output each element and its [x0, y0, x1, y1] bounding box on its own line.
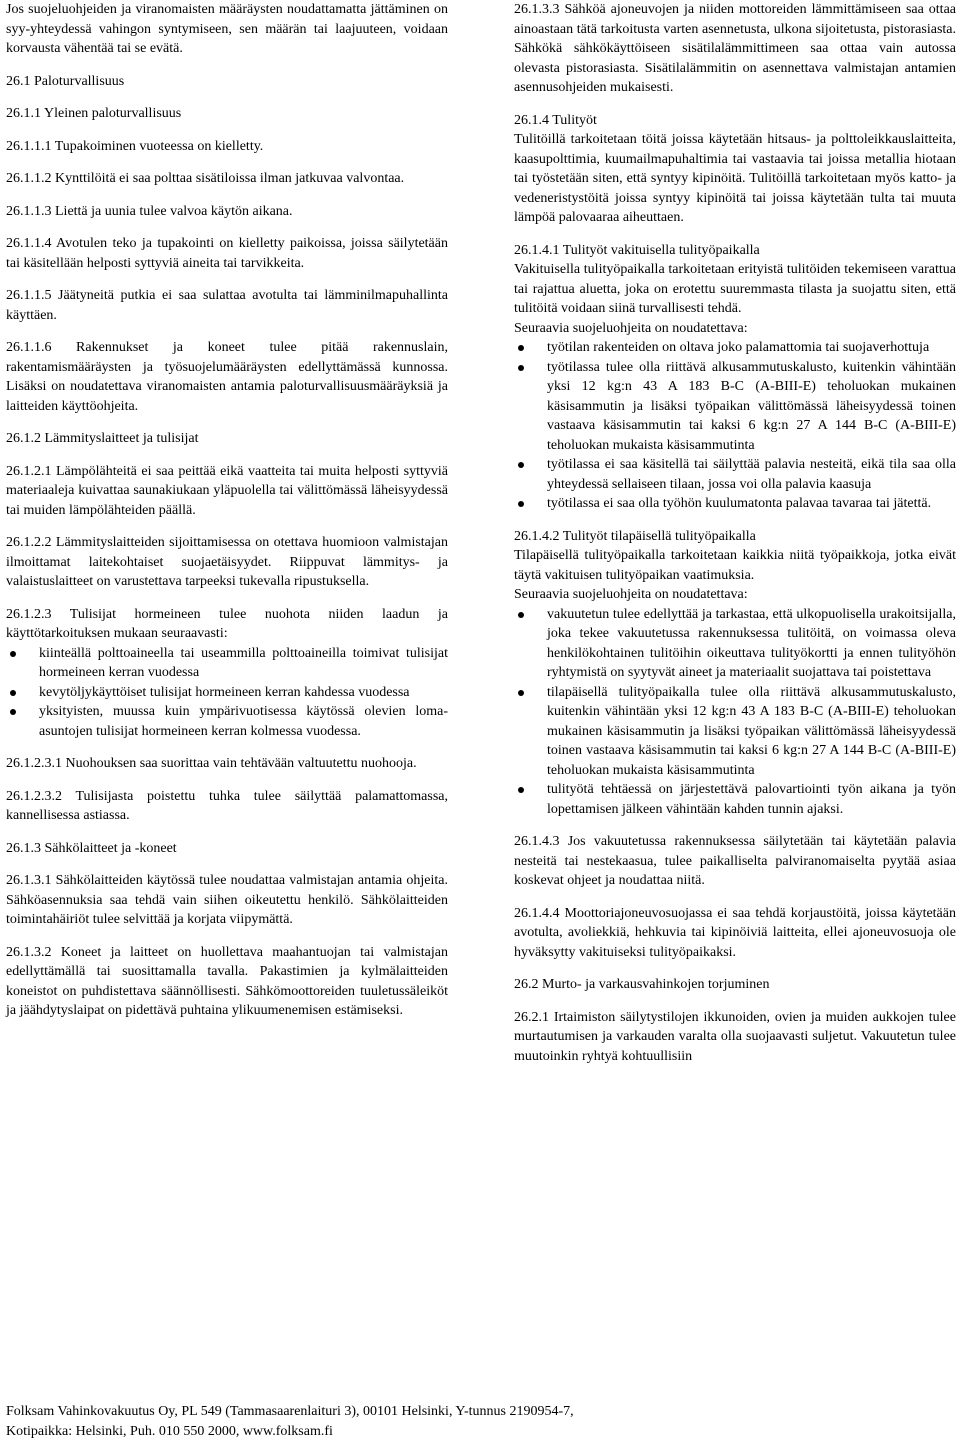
- paragraph-26-1-1-5: 26.1.1.5 Jäätyneitä putkia ei saa sulattaa avotulta tai lämminilmapuhallinta käyttäen.: [6, 288, 448, 323]
- paragraph-26-1-1-2: 26.1.1.2 Kynttilöitä ei saa polttaa sisätiloissa ilman jatkuvaa valvontaa.: [6, 171, 405, 186]
- paragraph-26-1-4: Tulitöillä tarkoitetaan töitä joissa käytetään hitsaus- ja polttoleikkauslaitteita, kaasupolttimia, kuumailmapuhaltimia tai vastaavia tai joissa metallia hiotaan tai työstetään siten, että syntyy kipinöitä. Tulitöillä tarkoitetaan myös katto- ja vedeneristystöitä joissa syntyy kipinöitä tai joissa käytetään tulta tai muuta lämpöä palovaaraa aiheuttaen.: [514, 132, 956, 225]
- bullet-list-chimney-sweeping: [6, 644, 448, 742]
- list-item: kiinteällä polttoaineella tai useammilla polttoaineilla toimivat tulisijat hormeineen kerran vuodessa: [6, 644, 448, 683]
- section-heading-26-1-2: 26.1.2 Lämmityslaitteet ja tulisijat: [6, 431, 199, 446]
- paragraph-26-1-1-4: 26.1.1.4 Avotulen teko ja tupakointi on kielletty paikoissa, joissa säilytetään tai käsitellään helposti syttyviä aineita tai tarvikkeita.: [6, 236, 448, 271]
- paragraph-26-1-1-3: 26.1.1.3 Liettä ja uunia tulee valvoa käytön aikana.: [6, 203, 293, 219]
- bullet-list-permanent-hot-work: [514, 338, 956, 514]
- page-footer: [6, 1402, 946, 1441]
- paragraph-26-1-2-2: 26.1.2.2 Lämmityslaitteiden sijoittamisessa on otettava huomioon valmistajan ilmoittamat laitekohtaiset suojaetäisyydet. Riippuvat lämmitys- ja valaistuslaitteet on varustettava tarpeeksi tukevalla ripustuksella.: [6, 535, 448, 589]
- footer-contact-line: Kotipaikka: Helsinki, Puh. 010 550 2000, www.folksam.fi: [6, 1423, 333, 1439]
- lead-in-26-1-4-2: Seuraavia suojeluohjeita on noudatettava:: [514, 587, 748, 602]
- intro-paragraph: Jos suojeluohjeiden ja viranomaisten määräysten noudattamatta jättäminen on syy-yhteydessä vahingon syntymiseen, sen määrän tai laajuuteen, voidaan korvausta vähentää tai se evätä.: [6, 2, 448, 56]
- list-item: työtilassa tulee olla riittävä alkusammutuskalusto, kuitenkin vähintään yksi 12 kg:n 43 A 183 B-C (A-BIII-E) teholuokan mukainen käsisammutin ja lisäksi työpaikan välittömässä läheisyydessä toinen vastaava käsisammutin tai kaksi 6 kg:n 27 A 144 B-C (A-BIII-E) teholuokan mukaista käsisammutinta: [514, 358, 956, 456]
- list-item: työtilassa ei saa olla työhön kuulumatonta palavaa tavaraa tai jätettä.: [514, 494, 956, 514]
- footer-company-line: Folksam Vahinkovakuutus Oy, PL 549 (Tammasaarenlaituri 3), 00101 Helsinki, Y-tunnus 2190954-7,: [6, 1404, 574, 1419]
- paragraph-26-1-3-1: 26.1.3.1 Sähkölaitteiden käytössä tulee noudattaa valmistajan antamia ohjeita. Sähköasennuksia saa tehdä vain siihen oikeutettu henkilö. Sähkölaitteiden toimintahäiriöt tulee selvittää ja korjata viipymättä.: [6, 873, 448, 927]
- left-column: [6, 0, 448, 1034]
- block-26-1-4-1: [514, 241, 956, 514]
- section-heading-26-1-1: 26.1.1 Yleinen paloturvallisuus: [6, 106, 182, 121]
- section-heading-26-1-4-1: 26.1.4.1 Tulityöt vakituisella tulityöpaikalla: [514, 242, 760, 258]
- paragraph-26-1-1-6: 26.1.1.6 Rakennukset ja koneet tulee pitää rakennuslain, rakentamismääräysten ja työsuojelumääräysten edellyttämässä kunnossa. Lisäksi on noudatettava viranomaisten antamia paloturvallisuusmääräyksiä ja laitteiden käyttöohjeita.: [6, 340, 448, 414]
- paragraph-26-1-2-3-1: 26.1.2.3.1 Nuohouksen saa suorittaa vain tehtävään valtuutettu nuohooja.: [6, 756, 417, 771]
- block-26-1-4: [514, 111, 956, 228]
- list-item: työtilassa ei saa käsitellä tai säilyttää palavia nesteitä, eikä tila saa olla yhteydessä sellaiseen tilaan, jossa voi olla palavia kaasuja: [514, 455, 956, 494]
- lead-in-26-1-4-1: Seuraavia suojeluohjeita on noudatettava:: [514, 320, 748, 336]
- section-heading-26-1-4: 26.1.4 Tulityöt: [514, 112, 597, 128]
- block-26-1-2-3: [6, 605, 448, 742]
- paragraph-26-1-3-2: 26.1.3.2 Koneet ja laitteet on huollettava maahantuojan tai valmistajan edellyttämällä tai suosittamalla tavalla. Pakastimien ja kylmälaitteiden koneistot on puhdistettava säännöllisesti. Sähkömoottoreiden tuuletussäleiköt ja jäähdytyslaipat on pidettävä puhtaina ylikuumenemisen estämiseksi.: [6, 944, 448, 1018]
- paragraph-26-1-4-1: Vakituisella tulityöpaikalla tarkoitetaan erityistä tulitöiden tekemiseen varattua tai rajattua aluetta, joka on erotettu suuremmasta tilasta ja suojattu siten, että tulitöitä voidaan siinä turvallisesti tehdä.: [514, 262, 956, 316]
- block-26-1-4-2: [514, 527, 956, 820]
- list-item: tilapäisellä tulityöpaikalla tulee olla riittävä alkusammutuskalusto, kuitenkin vähintään yksi 12 kg:n 43 A 183 B-C (A-BIII-E) teholuokan mukainen käsisammutin ja lisäksi työpaikan välittömässä läheisyydessä toinen vastaava käsisammutin tai kaksi 6 kg:n 27 A 144 B-C (A-BIII-E) teholuokan mukaista käsisammutinta: [514, 683, 956, 781]
- section-heading-26-1: 26.1 Paloturvallisuus: [6, 73, 125, 89]
- paragraph-26-2-1: 26.2.1 Irtaimiston säilytystilojen ikkunoiden, ovien ja muiden aukkojen tulee murtautumisen ja varkauden varalta olla suojaavasti suljetut. Vakuutetun tulee muutoinkin ryhtyä kohtuullisiin: [514, 1009, 956, 1064]
- list-item: tulityötä tehtäessä on järjestettävä palovartiointi työn aikana ja työn lopettamisen jälkeen vähintään kahden tunnin ajaksi.: [514, 780, 956, 819]
- paragraph-26-1-1-1: 26.1.1.1 Tupakoiminen vuoteessa on kielletty.: [6, 138, 264, 154]
- list-item: vakuutetun tulee edellyttää ja tarkastaa, että ulkopuolisella urakoitsijalla, joka tekee vakuutetussa rakennuksessa tulitöitä, on voimassa oleva henkilökohtainen tulitöihin oikeuttava tulityökortti ja ennen tulityöhön ryhtymistä on syytyvät aineet ja materiaalit suojattava tai poistettava: [514, 605, 956, 683]
- section-heading-26-2: 26.2 Murto- ja varkausvahinkojen torjuminen: [514, 977, 770, 992]
- paragraph-26-1-2-3-2: 26.1.2.3.2 Tulisijasta poistettu tuhka tulee säilyttää palamattomassa, kannellisessa astiassa.: [6, 788, 448, 823]
- section-heading-26-1-3: 26.1.3 Sähkölaitteet ja -koneet: [6, 840, 177, 856]
- right-column: [514, 0, 956, 1079]
- paragraph-26-1-4-4: 26.1.4.4 Moottoriajoneuvosuojassa ei saa tehdä korjaustöitä, joissa käytetään avotulta, avoliekkiä, hehkuvia tai kipinöiviä laitteita, ellei ajoneuvosuoja ole hyväksytty vakituiseksi tulityöpaikaksi.: [514, 905, 956, 960]
- bullet-list-temporary-hot-work: [514, 605, 956, 820]
- paragraph-26-1-2-3: 26.1.2.3 Tulisijat hormeineen tulee nuohota niiden laadun ja käyttötarkoituksen mukaan seuraavasti:: [6, 606, 448, 641]
- list-item: kevytöljykäyttöiset tulisijat hormeineen kerran kahdessa vuodessa: [6, 683, 448, 703]
- paragraph-26-1-4-2: Tilapäisellä tulityöpaikalla tarkoitetaan kaikkia niitä työpaikkoja, jotka eivät täytä vakituisen tulityöpaikan vaatimuksia.: [514, 548, 956, 583]
- paragraph-26-1-3-3: 26.1.3.3 Sähköä ajoneuvojen ja niiden mottoreiden lämmittämiseen saa ottaa ainoastaan tätä tarkoitusta varten asennetusta, ulkona sijoitetusta, pistorasiasta. Sähkökä sähkökäyttöiseen sisätilalämmittimeen saa ottaa vain autossa olevasta pistorasiasta. Sisätilalämmitin on asennettava valmistajan antamien asennusohjeiden mukaisesti.: [514, 2, 956, 95]
- list-item: yksityisten, muussa kuin ympärivuotisessa käytössä olevien loma-asuntojen tulisijat hormeineen kerran kolmessa vuodessa.: [6, 702, 448, 741]
- paragraph-26-1-4-3: 26.1.4.3 Jos vakuutetussa rakennuksessa säilytetään tai käytetään palavia nesteitä tai nestekaasua, tulee paikalliselta palviranomaiselta pyytää asiaa koskevat ohjeet ja noudattaa niitä.: [514, 834, 956, 888]
- section-heading-26-1-4-2: 26.1.4.2 Tulityöt tilapäisellä tulityöpaikalla: [514, 528, 756, 544]
- list-item: työtilan rakenteiden on oltava joko palamattomia tai suojaverhottuja: [514, 338, 956, 358]
- paragraph-26-1-2-1: 26.1.2.1 Lämpölähteitä ei saa peittää eikä vaatteita tai muita helposti syttyviä materiaaleja kuivattaa saunakiukaan yläpuolella tai välittömässä läheisyydessä tai muiden lämpölähteiden päällä.: [6, 463, 448, 518]
